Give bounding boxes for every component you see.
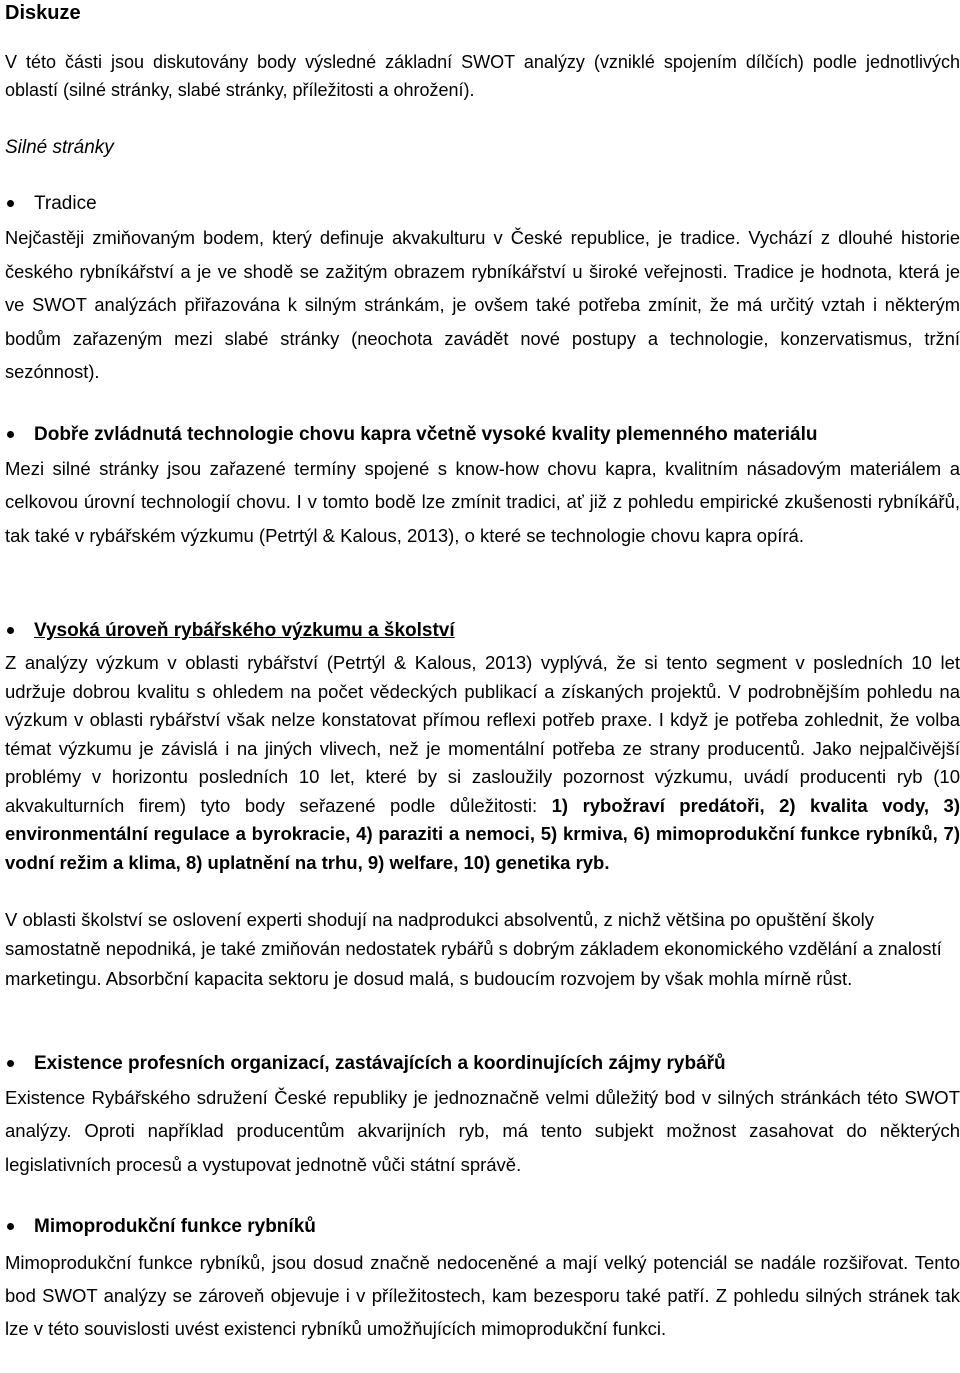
page-title: Diskuze <box>5 2 81 24</box>
bullet-dot-icon <box>7 1060 14 1067</box>
bullet-dot-icon <box>7 627 14 634</box>
problem-list: 1) rybožraví predátoři, 2) kvalita vody, 3) environmentální regulace a byrokracie, 4) paraziti a nemoci, 5) krmiva, 6) mimoprodukční funkce rybníků, 7) vodní režim a klima, 8) uplatnění na trhu, 9) welfare, 10) genetika ryb. <box>5 794 960 873</box>
item-paragraph: Nejčastěji zmiňovaným bodem, který definuje akvakulturu v České republice, je tradice. Vychází z dlouhé historie českého rybníkářství a je ve shodě se zažitým obrazem rybníkářství u široké veřejnosti. Tradice je hodnota, která je ve SWOT analýzách přiřazována k silným stránkám, je ovšem také potřeba zmínit, že má určitý vztah i některým bodům zařazeným mezi slabé stránky (neochota zavádět nové postupy a technologie, konzervatismus, tržní sezónnost). <box>5 227 960 382</box>
section-title: Silné stránky <box>5 137 114 158</box>
item-paragraph: Mimoprodukční funkce rybníků, jsou dosud značně nedoceněné a mají velký potenciál se nadále rozšiřovat. Tento bod SWOT analýzy se zároveň objevuje i v příležitostech, kam bezesporu také patří. Z pohledu silných stránek tak lze v této souvislosti uvést existenci rybníků umožňujících mimoprodukční funkci. <box>5 1252 960 1339</box>
item-paragraph <box>5 649 960 877</box>
bullet-dot-icon <box>7 1223 14 1230</box>
bullet-dot-icon <box>7 200 14 207</box>
bullet-dot-icon <box>7 431 14 438</box>
bullet-title: Tradice <box>34 193 97 214</box>
item-paragraph: Mezi silné stránky jsou zařazené termíny spojené s know-how chovu kapra, kvalitním násadovým materiálem a celkovou úrovní technologií chovu. I v tomto bodě lze zmínit tradici, ať již z pohledu empirické zkušenosti rybníkářů, tak také v rybářském výzkumu (Petrtýl & Kalous, 2013), o které se technologie chovu kapra opírá. <box>5 458 960 546</box>
bullet-title: Vysoká úroveň rybářského výzkumu a školství <box>34 620 455 641</box>
item-paragraph-skolstvi: V oblasti školství se oslovení experti shodují na nadprodukci absolventů, z nichž většina po opuštění školy samostatně nepodniká, je také zmiňován nedostatek rybářů s dobrým základem ekonomického vzdělání a znalostí marketingu. Absorbční kapacita sektoru je dosud malá, s budoucím rozvojem by však mohla mírně růst. <box>5 909 942 989</box>
item-paragraph: Existence Rybářského sdružení České republiky je jednoznačně velmi důležitý bod v silných stránkách této SWOT analýzy. Oproti například producentům akvarijních ryb, má tento subjekt možnost zasahovat do některých legislativních procesů a vystupovat jednotně vůči státní správě. <box>5 1087 960 1175</box>
bullet-title: Mimoprodukční funkce rybníků <box>34 1216 316 1237</box>
intro-paragraph: V této části jsou diskutovány body výsledné základní SWOT analýzy (vzniklé spojením dílčích) podle jednotlivých oblastí (silné stránky, slabé stránky, příležitosti a ohrožení). <box>5 52 960 101</box>
paragraph-text: Z analýzy výzkum v oblasti rybářství (Petrtýl & Kalous, 2013) vyplývá, že si tento segment v posledních 10 let udržuje dobrou kvalitu s ohledem na počet vědeckých publikací a získaných projektů. V podrobnějším pohledu na výzkum v oblasti rybářství však nelze konstatovat přímou reflexi potřeb praxe. I když je potřeba zohlednit, že volba témat výzkumu je závislá i na jiných vlivech, než je momentální potřeba ze strany producentů. Jako nejpalčivější problémy v horizontu posledních 10 let, které by si zasloužily pozornost výzkumu, uvádí producenti ryb (10 akvakulturních firem) tyto body seřazené podle důležitosti: <box>5 652 960 816</box>
bullet-title: Existence profesních organizací, zastávajících a koordinujících zájmy rybářů <box>34 1053 726 1074</box>
bullet-title: Dobře zvládnutá technologie chovu kapra včetně vysoké kvality plemenného materiálu <box>34 424 818 445</box>
